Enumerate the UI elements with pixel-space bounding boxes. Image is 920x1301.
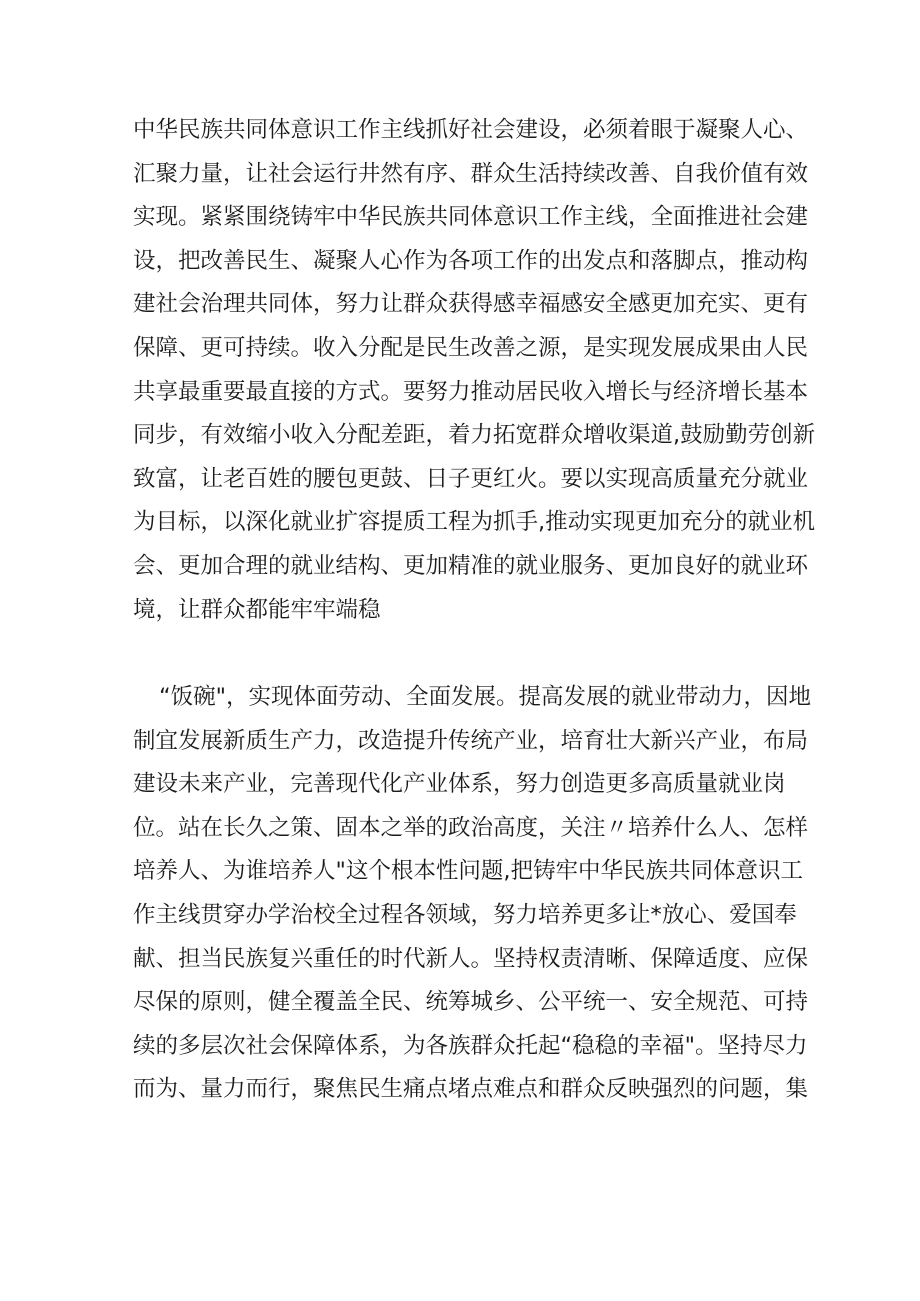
text-line: 境，让群众都能牢牢端稳 (133, 596, 381, 623)
text-line: 位。站在长久之策、固本之举的政治高度，关注〃培养什么人、怎样 (133, 814, 809, 841)
text-line: 培养人、为谁培养人"这个根本性问题,把铸牢中华民族共同体意识工 (133, 858, 804, 885)
text-line: 设，把改善民生、凝聚人心作为各项工作的出发点和落脚点，推动构 (133, 247, 809, 274)
text-line: 保障、更可持续。收入分配是民生改善之源，是实现发展成果由人民 (133, 334, 809, 361)
text-line: “饭碗"，实现体面劳动、全面发展。提高发展的就业带动力，因地 (159, 684, 812, 710)
text-line: 而为、量力而行，聚焦民生痛点堵点难点和群众反映强烈的问题，集 (133, 1076, 809, 1103)
text-line: 续的多层次社会保障体系，为各族群众托起“稳稳的幸福"。坚持尽力 (133, 1032, 808, 1059)
text-line: 共享最重要最直接的方式。要努力推动居民收入增长与经济增长基本 (133, 378, 809, 405)
text-line: 致富，让老百姓的腰包更鼓、日子更红火。要以实现高质量充分就业 (133, 465, 809, 492)
paragraph-social-construction (133, 109, 816, 632)
text-line: 献、担当民族复兴重任的时代新人。坚持权责清晰、保障适度、应保 (133, 945, 809, 972)
text-line: 制宜发展新质生产力，改造提升传统产业，培育壮大新兴产业，布局 (133, 727, 809, 754)
text-line: 尽保的原则，健全覆盖全民、统筹城乡、公平统一、安全规范、可持 (133, 989, 809, 1016)
text-line: 中华民族共同体意识工作主线抓好社会建设，必须着眼于凝聚人心、 (133, 117, 809, 143)
paragraph-employment-education (133, 676, 812, 1112)
text-line: 为目标，以深化就业扩容提质工程为抓手,推动实现更加充分的就业机 (133, 509, 816, 536)
text-line: 建社会治理共同体，努力让群众获得感幸福感安全感更加充实、更有 (133, 291, 809, 318)
text-line: 作主线贯穿办学治校全过程各领域，努力培养更多让*放心、爱国奉 (133, 901, 797, 928)
text-line: 汇聚力量，让社会运行井然有序、群众生活持续改善、自我价值有效 (133, 160, 809, 187)
text-line: 实现。紧紧围绕铸牢中华民族共同体意识工作主线，全面推进社会建 (133, 204, 809, 231)
text-line: 同步，有效缩小收入分配差距，着力拓宽群众增收渠道,鼓励勤劳创新 (133, 422, 816, 449)
text-line: 建设未来产业，完善现代化产业体系，努力创造更多高质量就业岗 (133, 771, 786, 798)
text-line: 会、更加合理的就业结构、更加精准的就业服务、更加良好的就业环 (133, 552, 809, 579)
